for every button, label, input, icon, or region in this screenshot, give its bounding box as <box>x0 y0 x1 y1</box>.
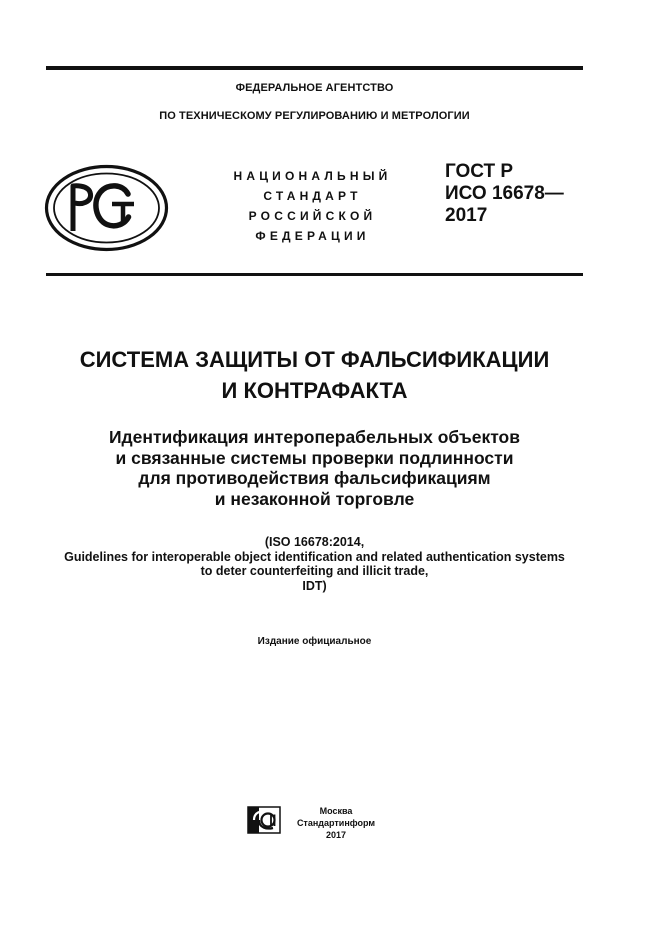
document-subtitle <box>46 427 583 509</box>
publisher-info <box>286 805 386 841</box>
publisher-city: Москва <box>319 806 353 816</box>
agency-line-2: ПО ТЕХНИЧЕСКОМУ РЕГУЛИРОВАНИЮ И МЕТРОЛОГИИ <box>159 110 470 122</box>
standard-type-line: НАЦИОНАЛЬНЫЙ <box>233 169 392 183</box>
designation-line: 2017 <box>445 205 488 226</box>
subtitle-line: для противодействия фальсификациям <box>138 468 491 488</box>
iso-ref-line: (ISO 16678:2014, <box>264 535 365 549</box>
agency-line-1: ФЕДЕРАЛЬНОЕ АГЕНТСТВО <box>235 82 394 94</box>
publisher-name: Стандартинформ <box>296 818 376 828</box>
national-standard-label <box>205 166 420 246</box>
title-line: И КОНТРАФАКТА <box>221 378 408 403</box>
rst-conformity-mark-icon <box>44 163 169 258</box>
document-title <box>46 344 583 406</box>
publisher-logo-svg <box>247 806 281 834</box>
standard-type-line: РОССИЙСКОЙ <box>248 209 377 223</box>
international-standard-reference <box>20 535 609 593</box>
separator-rule <box>46 273 583 276</box>
standartinform-logo-icon <box>247 806 281 839</box>
subtitle-line: и незаконной торговле <box>214 488 415 509</box>
edition-label: Издание официальное <box>257 636 372 647</box>
standard-type-line: СТАНДАРТ <box>263 189 362 203</box>
rst-logo-svg <box>44 163 169 253</box>
publisher-year: 2017 <box>325 830 347 840</box>
subtitle-line: Идентификация интероперабельных объектов <box>108 427 521 447</box>
subtitle-line: и связанные системы проверки подлинности <box>115 447 514 468</box>
standard-designation <box>445 161 564 227</box>
iso-ref-line: IDT) <box>302 578 327 593</box>
title-line: СИСТЕМА ЗАЩИТЫ ОТ ФАЛЬСИФИКАЦИИ <box>79 347 550 372</box>
standard-type-line: ФЕДЕРАЦИИ <box>255 229 370 243</box>
designation-line: ГОСТ Р <box>445 161 514 182</box>
iso-ref-line: Guidelines for interoperable object identification and related authentication systems <box>64 549 565 564</box>
top-rule <box>46 66 583 70</box>
iso-ref-line: to deter counterfeiting and illicit trade, <box>200 564 429 578</box>
designation-line: ИСО 16678— <box>445 183 564 204</box>
